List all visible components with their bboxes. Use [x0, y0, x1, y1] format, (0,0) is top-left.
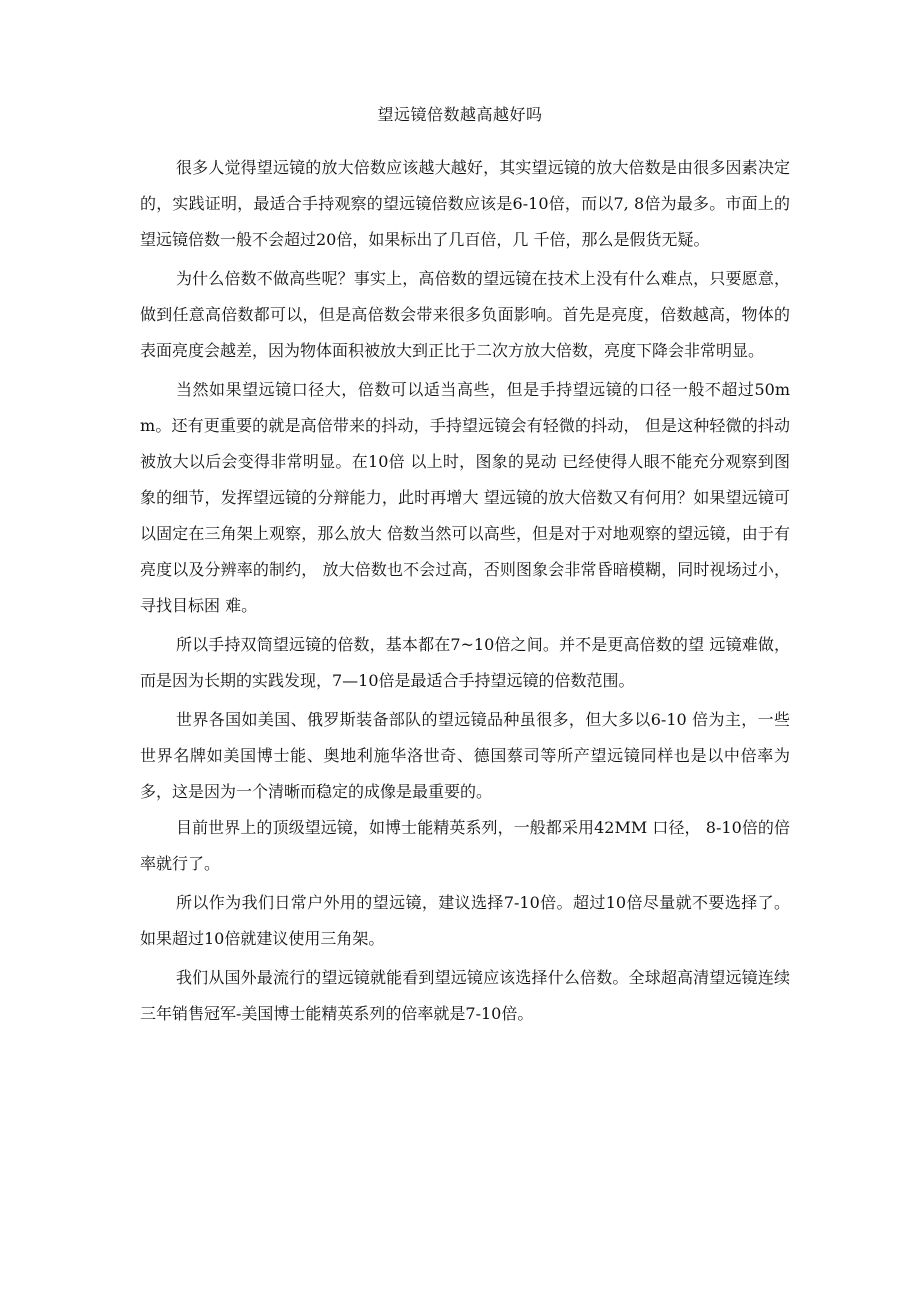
- paragraph-5: 世界各国如美国、俄罗斯装备部队的望远镜品种虽很多，但大多以6-10 倍为主，一些世界名牌如美国博士能、奥地利施华洛世奇、德国蔡司等所产望远镜同样也是以中倍率为多，这是因为一个清晰而稳定的成像是最重要的。: [140, 710, 790, 801]
- paragraph-2: 为什么倍数不做高些呢？事实上，高倍数的望远镜在技术上没有什么难点，只要愿意，做到任意高倍数都可以，但是高倍数会带来很多负面影响。首先是亮度，倍数越高，物体的表面亮度会越差，因为物体面积被放大到正比于二次方放大倍数，亮度下降会非常明显。: [140, 269, 790, 360]
- paragraph-3: 当然如果望远镜口径大，倍数可以适当高些，但是手持望远镜的口径一般不超过50mm。还有更重要的就是高倍带来的抖动，手持望远镜会有轻微的抖动， 但是这种轻微的抖动被放大以后会变得非常明显。在10倍 以上时，图象的晃动 已经使得人眼不能充分观察到图象的细节，发挥望远镜的分辩能力，此时再增大 望远镜的放大倍数又有何用？如果望远镜可以固定在三角架上观察，那么放大 倍数当然可以高些，但是对于对地观察的望远镜，由于有亮度以及分辨率的制约， 放大倍数也不会过高，否则图象会非常昏暗模糊，同时视场过小，寻找目标困 难。: [140, 380, 790, 615]
- paragraph-1: 很多人觉得望远镜的放大倍数应该越大越好，其实望远镜的放大倍数是由很多因素决定的，实践证明，最适合手持观察的望远镜倍数应该是6-10倍，而以7, 8倍为最多。市面上的望远镜倍数一般不会超过20倍，如果标出了几百倍，几 千倍，那么是假货无疑。: [140, 158, 790, 249]
- document-title: 望远镜倍数越高越好吗: [377, 105, 543, 124]
- paragraph-8: 我们从国外最流行的望远镜就能看到望远镜应该选择什么倍数。全球超高清望远镜连续三年销售冠军-美国博士能精英系列的倍率就是7-10倍。: [140, 968, 790, 1023]
- document-body: [140, 150, 790, 1035]
- paragraph-7: 所以作为我们日常户外用的望远镜，建议选择7-10倍。超过10倍尽量就不要选择了。如果超过10倍就建议使用三角架。: [140, 893, 790, 948]
- paragraph-6: 目前世界上的顶级望远镜，如博士能精英系列，一般都采用42MM 口径， 8-10倍的倍率就行了。: [140, 818, 790, 873]
- paragraph-4: 所以手持双筒望远镜的倍数，基本都在7~10倍之间。并不是更高倍数的望 远镜难做，而是因为长期的实践发现，7—10倍是最适合手持望远镜的倍数范围。: [140, 635, 790, 690]
